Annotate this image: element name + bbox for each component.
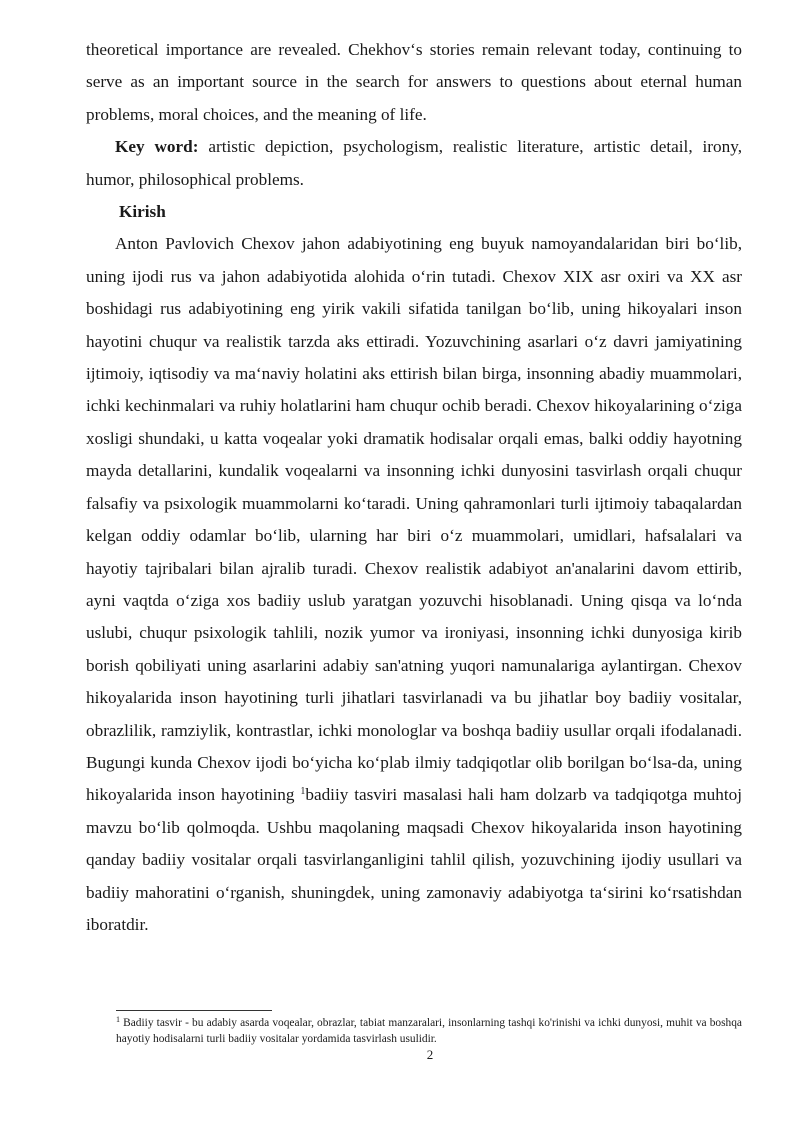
footnote-separator <box>116 1010 272 1011</box>
keywords-paragraph <box>86 131 742 196</box>
body-text-part-2: badiiy tasviri masalasi hali ham dolzarb va tadqiqotga muhtoj mavzu bo‘lib qolmoqda. Ushbu maqolaning maqsadi Chexov hikoyalarida inson hayotining qanday badiiy vositalar orqali tasvirlanganligini tahlil qilish, yozuvchining ijodiy usullari va badiiy mahoratini o‘rganish, shuningdek, uning zamonaviy adabiyotga ta‘sirini ko‘rsatishdan iboratdir. <box>86 785 742 934</box>
page-number: 2 <box>426 1047 434 1062</box>
footnote-mark: 1 <box>116 1015 120 1024</box>
body-text-part-1: Anton Pavlovich Chexov jahon adabiyotining eng buyuk namoyandalaridan biri bo‘lib, uning ijodi rus va jahon adabiyotida alohida o‘rin tutadi. Chexov XIX asr oxiri va XX asr boshidagi rus adabiyotining eng yirik vakili sifatida tanilgan bo‘lib, uning hikoyalari inson hayotini chuqur va realistik tarzda aks ettiradi. Yozuvchining asarlari o‘z davri jamiyatining ijtimoiy, iqtisodiy va ma‘naviy holatini aks ettirish bilan birga, insonning abadiy muammolari, ichki kechinmalari va ruhiy holatlarini ham chuqur ochib beradi. Chexov hikoyalarining o‘ziga xosligi shundaki, u katta voqealar yoki dramatik hodisalar orqali emas, balki oddiy hayotning mayda detallarini, kundalik voqealarni va insonning ichki dunyosini tasvirlash orqali chuqur falsafiy va psixologik muammolarni ko‘taradi. Uning qahramonlari turli ijtimoiy tabaqalardan kelgan oddiy odamlar bo‘lib, ularning har biri o‘z muammolari, umidlari, hafsalalari va hayotiy tajribalari bilan ajralib turadi. Chexov realistik adabiyot an'analarini davom ettirib, ayni vaqtda o‘ziga xos badiiy uslub yaratgan yozuvchi hisoblanadi. Uning qisqa va lo‘nda uslubi, chuqur psixologik tahlili, nozik yumor va ironiyasi, insonning ichki dunyosiga kirib borish qobiliyati uning asarlarini adabiy san'atning yuqori namunalariga aylantirgan. Chexov hikoyalarida inson hayotining turli jihatlari tasvirlanadi va bu jihatlar boy badiiy vositalar, obrazlilik, ramziylik, kontrastlar, ichki monologlar va boshqa badiiy usullar orqali ifodalanadi. Bugungi kunda Chexov ijodi bo‘yicha ko‘plab ilmiy tadqiqotlar olib borilgan bo‘lsa-da, uning hikoyalarida inson hayotining <box>86 234 742 805</box>
body-paragraph <box>86 228 742 941</box>
keywords-text: artistic depiction, psychologism, realistic literature, artistic detail, irony, humor, philosophical problems. <box>86 137 742 189</box>
footnote-reference[interactable]: 1 <box>300 786 306 798</box>
footnote <box>116 1016 742 1047</box>
abstract-ending: theoretical importance are revealed. Chekhov‘s stories remain relevant today, continuing to serve as an important source in the search for answers to questions about eternal human problems, moral choices, and the meaning of life. <box>86 40 742 124</box>
footnote-text: Badiiy tasvir - bu adabiy asarda voqealar, obrazlar, tabiat manzaralari, insonlarning tashqi ko'rinishi va ichki dunyosi, muhit va boshqa hayotiy hodisalarni turli badiiy vositalar yordamida tasvirlash usulidir. <box>116 1017 742 1045</box>
keywords-label: Key word: <box>115 137 199 157</box>
main-text <box>86 34 742 941</box>
section-heading: Kirish <box>119 202 166 222</box>
